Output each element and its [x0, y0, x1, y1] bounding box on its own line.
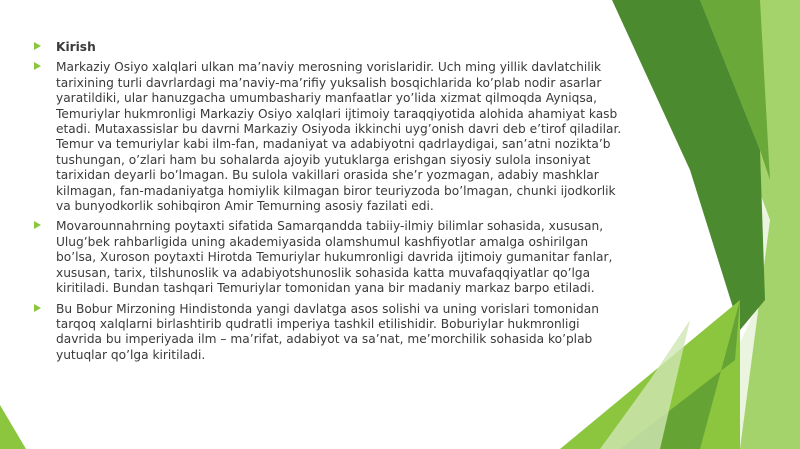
paragraph-text: Markaziy Osiyo xalqlari ulkan ma’naviy merosning vorislaridir. Uch ming yillik davlatchilik tarixining turli davrlardagi ma’naviy-ma’rifiy yuksalish bosqichlarida ko’plab nodir asarlar yaratildiki, ular hanuzgacha umumbashariy manfaatlar yo’lida xizmat qilmoqda Ayniqsa, Temuriylar hukmronligi Markaziy Osiyo xalqlari ijtimoiy taraqqiyotida alohida ahamiyat kasb etadi. Mutaxassislar bu davrni Markaziy Osiyoda ikkinchi uyg’onish davri deb e’tirof qiladilar. Temur va temuriylar kabi ilm-fan, madaniyat va adabiyotni qadrlaydigai, san’atni nozikta’b tushungan, o’zlari ham bu sohalarda ajoyib yutuklarga erishgan siyosiy sulola insoniyat tarixidan deyarli bo’lmagan. Bu sulola vakillari orasida she’r yozmagan, adabiy mashklar kilmagan, fan-madaniyatga homiylik kilmagan biror teuriyzoda bo’lmagan, chunki ijodkorlik va bunyodkorlik sohibqiron Amir Temurning asosiy fazilati edi.	[56, 60, 622, 214]
bullet-item-paragraph	[34, 219, 624, 296]
paragraph-text: Movarounnahrning poytaxti sifatida Samarqandda tabiiy-ilmiy bilimlar sohasida, xususan, Ulug’bek rahbarligida uning akademiyasida olamshumul kashfiyotlar amalga oshirilgan bo’lsa, Xuroson poytaxti Hirotda Temuriylar hukumronligi davrida ijtimoiy gumanitar fanlar, xususan, tarix, tilshunoslik va adabiyotshunoslik sohasida katta muvafaqqiyatlar qo’lga kiritiladi. Bundan tashqari Temuriylar tomonidan yana bir madaniy markaz barpo etiladi.	[56, 219, 613, 296]
bullet-arrow-icon	[34, 304, 41, 312]
bullet-arrow-icon	[34, 221, 41, 229]
bullet-arrow-icon	[34, 42, 41, 50]
bullet-arrow-icon	[34, 62, 41, 70]
left-corner-shape	[0, 405, 26, 449]
section-heading: Kirish	[56, 40, 96, 54]
paragraph-text: Bu Bobur Mirzoning Hindistonda yangi davlatga asos solishi va uning vorislari tomonidan tarqoq xalqlarni birlashtirib qudratli imperiya tashkil etilishidir. Boburiylar hukmronligi davrida bu imperiyada ilm – ma’rifat, adabiyot va sa’nat, me’morchilik sohasida ko’plab yutuqlar qo’lga kiritiladi.	[56, 301, 599, 362]
bullet-item-paragraph	[34, 302, 624, 364]
bullet-item-paragraph	[34, 60, 624, 214]
bullet-item-heading	[34, 40, 624, 55]
slide-content	[34, 40, 624, 368]
